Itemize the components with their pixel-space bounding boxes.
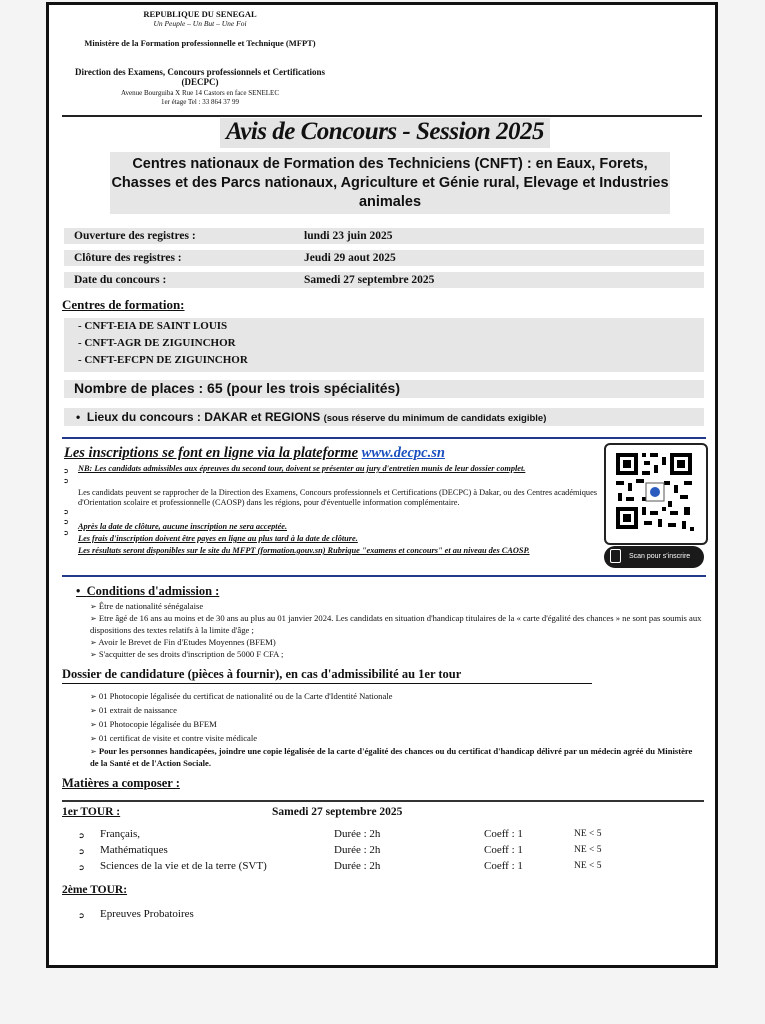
scan-button[interactable]	[604, 546, 704, 568]
arrow-icon: ➲	[78, 831, 85, 840]
tour2-item: Epreuves Probatoires	[100, 908, 194, 920]
motto: Un Peuple – Un But – Une Foi	[153, 19, 247, 28]
centre-item: - CNFT-AGR DE ZIGUINCHOR	[78, 337, 236, 349]
scan-label: Scan pour s'inscrire	[628, 553, 691, 560]
subtitle: Centres nationaux de Formation des Techniciens (CNFT) : en Eaux, Forets, Chasses et des Parcs nationaux, Agriculture et Génie rural, Elevage et Industries animales	[111, 156, 669, 210]
condition-item: ➢ Avoir le Brevet de Fin d'Etudes Moyennes (BFEM)	[90, 637, 276, 647]
divider	[62, 115, 702, 117]
closing-date: Jeudi 29 aout 2025	[304, 252, 396, 264]
tour2-label: 2ème TOUR:	[62, 884, 128, 896]
condition-item: ➢ S'acquitter de ses droits d'inscription de 5000 F CFA ;	[90, 649, 284, 659]
dossier-item: ➢ 01 Photocopie légalisée du certificat de nationalité ou de la Carte d'Identité Nationale	[90, 691, 393, 701]
tour1-date: Samedi 27 septembre 2025	[272, 806, 403, 818]
subject-name: Mathématiques	[100, 844, 168, 856]
note-bullets: ➲ ➲ ➲ ➲ ➲	[63, 467, 69, 537]
dossier-item: ➢ 01 certificat de visite et contre visite médicale	[90, 733, 258, 743]
closing-label: Clôture des registres :	[74, 252, 182, 264]
condition-item: ➢ Etre âgé de 16 ans au moins et de 30 ans au plus au 01 janvier 2024. Les candidats en situation d'handicap titulaires de la « carte d'égalité des chances » ne sont pas soumis aux dispositions des textes relatifs à la limite d'âge ;	[90, 613, 702, 635]
places-count: Nombre de places : 65 (pour les trois spécialités)	[74, 380, 400, 396]
centre-item: - CNFT-EFCPN DE ZIGUINCHOR	[78, 354, 248, 366]
floor-tel: 1er étage Tel : 33 864 37 99	[160, 98, 240, 106]
note-nb: NB: Les candidats admissibles aux épreuves du second tour, doivent se présenter au jury d'entretien munis de leur dossier complet.	[78, 464, 526, 473]
phone-icon	[610, 549, 621, 563]
subject-coeff: Coeff : 1	[484, 828, 523, 840]
ministry-label: Ministère de la Formation professionnelle et Technique (MFPT)	[84, 38, 316, 48]
dossier-underline	[62, 683, 592, 684]
online-registration: Les inscriptions se font en ligne via la plateforme www.decpc.sn	[64, 445, 445, 461]
arrow-icon: ➲	[78, 911, 85, 920]
condition-item: ➢ Être de nationalité sénégalaise	[90, 601, 204, 611]
note-closing: Après la date de clôture, aucune inscription ne sera acceptée.	[78, 522, 288, 531]
subject-duree: Durée : 2h	[334, 860, 381, 872]
blue-divider	[62, 575, 706, 577]
lieux: • Lieux du concours : DAKAR et REGIONS (sous réserve du minimum de candidats exigible)	[76, 410, 547, 424]
note-results: Les résultats seront disponibles sur le site du MFPT (formation.gouv.sn) Rubrique "examens et concours" et au niveau des CAOSP.	[78, 546, 530, 555]
centre-item: - CNFT-EIA DE SAINT LOUIS	[78, 320, 228, 332]
notice-title: Avis de Concours - Session 2025	[225, 118, 545, 145]
arrow-icon: ➲	[78, 847, 85, 856]
subject-coeff: Coeff : 1	[484, 844, 523, 856]
dossier-item: ➢ 01 extrait de naissance	[90, 705, 177, 715]
arrow-icon: ➲	[78, 863, 85, 872]
subject-duree: Durée : 2h	[334, 844, 381, 856]
qr-code[interactable]	[606, 445, 702, 539]
opening-label: Ouverture des registres :	[74, 230, 196, 242]
exam-date-label: Date du concours :	[74, 274, 167, 286]
conditions-heading: • Conditions d'admission :	[76, 584, 220, 598]
subject-name: Français,	[100, 828, 141, 840]
republic-label: REPUBLIQUE DU SENEGAL	[143, 9, 257, 19]
tour1-label: 1er TOUR :	[62, 806, 121, 818]
centres-heading: Centres de formation:	[62, 297, 185, 312]
subject-duree: Durée : 2h	[334, 828, 381, 840]
direction-label: Direction des Examens, Concours professionnels et Certifications (DECPC)	[75, 67, 325, 87]
divider	[62, 800, 704, 802]
opening-date: lundi 23 juin 2025	[304, 230, 393, 242]
note-contact: Les candidats peuvent se rapprocher de la Direction des Examens, Concours professionnels et Certifications (DECPC) à Dakar, ou des Centres académiques d'Orientation scolaire et professionnelle (CAOSP) dans les régions, pour d'éventuelle information complémentaire.	[78, 488, 597, 508]
matieres-heading: Matières a composer :	[62, 776, 180, 790]
dossier-item: ➢ 01 Photocopie légalisée du BFEM	[90, 719, 217, 729]
address: Avenue Bourguiba X Rue 14 Castors en face SENELEC	[121, 89, 279, 97]
qr-frame	[604, 443, 708, 545]
dossier-item: ➢ Pour les personnes handicapées, joindre une copie légalisée de la carte d'égalité des chances ou du certificat d'handicap délivré par un médecin agréé du Ministère de la Santé et de l'Action Sociale.	[90, 746, 693, 768]
subject-coeff: Coeff : 1	[484, 860, 523, 872]
exam-date: Samedi 27 septembre 2025	[304, 274, 435, 286]
note-fees: Les frais d'inscription doivent être payes en ligne au plus tard à la date de clôture.	[78, 534, 358, 543]
blue-divider	[62, 437, 706, 439]
subject-ne: NE < 5	[574, 845, 602, 855]
subject-ne: NE < 5	[574, 861, 602, 871]
platform-link[interactable]: www.decpc.sn	[361, 445, 445, 461]
dossier-heading: Dossier de candidature (pièces à fournir), en cas d'admissibilité au 1er tour	[62, 667, 462, 681]
subject-name: Sciences de la vie et de la terre (SVT)	[100, 860, 267, 872]
subject-ne: NE < 5	[574, 829, 602, 839]
